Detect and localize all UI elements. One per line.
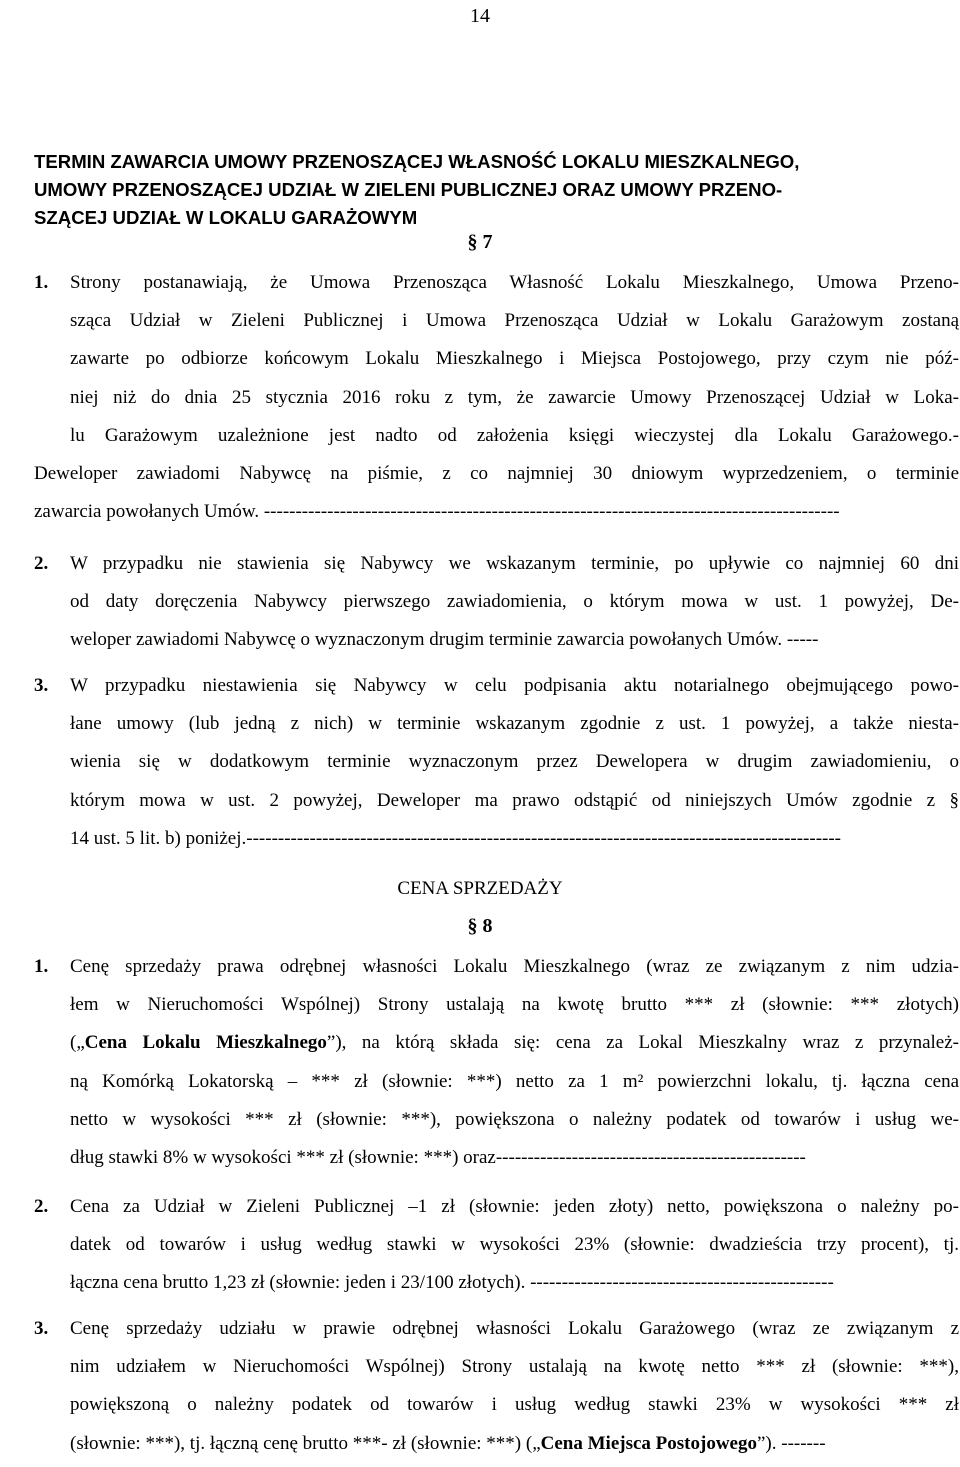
paragraph-line: dług stawki 8% w wysokości *** zł (słownie: ***) oraz------------------------------------------------- [70, 1147, 806, 1169]
defined-term: Cena Miejsca Postojowego [540, 1432, 757, 1454]
paragraph-line: wienia się w dodatkowym terminie wyznaczonym przez Dewelopera w drugim zawiadomieniu, o [70, 751, 959, 773]
section-8-title: CENA SPRZEDAŻY [397, 878, 563, 899]
paragraph-line: sząca Udział w Zieleni Publicznej i Umowa Przenosząca Udział w Lokalu Garażowym zostaną [70, 310, 959, 332]
paragraph-number: 1. [34, 272, 49, 293]
paragraph-line: niej niż do dnia 25 stycznia 2016 roku z tym, że zawarcie Umowy Przenoszącej Udział w Loka- [70, 386, 959, 408]
page-number: 14 [470, 5, 490, 27]
paragraph-line: datek od towarów i usług według stawki w wysokości 23% (słownie: dwadzieścia trzy procent), tj. [70, 1234, 959, 1256]
paragraph-line: od daty doręczenia Nabywcy pierwszego zawiadomienia, o którym mowa w ust. 1 powyżej, De- [70, 591, 959, 613]
paragraph-number: 3. [34, 675, 49, 696]
paragraph-line: zawarte po odbiorze końcowym Lokalu Mieszkalnego i Miejsca Postojowego, przy czym nie póź- [70, 348, 959, 370]
paragraph-line: W przypadku nie stawienia się Nabywcy we wskazanym terminie, po upływie co najmniej 60 dni [70, 553, 959, 574]
paragraph-line: zawarcia powołanych Umów. ------------------------------------------------------------------------------------------- [34, 501, 840, 523]
paragraph-line: nim udziałem w Nieruchomości Wspólnej) Strony ustalają na kwotę netto *** zł (słownie: ***), [70, 1356, 959, 1378]
paragraph-line: łane umowy (lub jedną z nich) w terminie wskazanym zgodnie z ust. 1 powyżej, a także niesta- [70, 713, 959, 735]
paragraph-line: netto w wysokości *** zł (słownie: ***), powiększona o należny podatek od towarów i usług we- [70, 1108, 959, 1130]
section-7-mark: § 7 [467, 231, 493, 253]
paragraph-line: którym mowa w ust. 2 powyżej, Deweloper ma prawo odstąpić od niniejszych Umów zgodnie z § [70, 789, 959, 811]
heading-line-2: UMOWY PRZENOSZĄCEJ UDZIAŁ W ZIELENI PUBLICZNEJ ORAZ UMOWY PRZENO- [34, 179, 783, 200]
paragraph-line: Deweloper zawiadomi Nabywcę na piśmie, z co najmniej 30 dniowym wyprzedzeniem, o terminie [34, 463, 959, 485]
paragraph-7-2 [34, 545, 959, 660]
paragraph-line: Cenę sprzedaży prawa odrębnej własności Lokalu Mieszkalnego (wraz ze związanym z nim udzia- [70, 956, 959, 977]
paragraph-line: Strony postanawiają, że Umowa Przenosząca Własność Lokalu Mieszkalnego, Umowa Przeno- [70, 272, 959, 293]
section-heading [34, 148, 934, 232]
paragraph-line: ną Komórką Lokatorską – *** zł (słownie: ***) netto za 1 m² powierzchni lokalu, tj. łączna cena [70, 1070, 959, 1092]
paragraph-8-2 [34, 1188, 959, 1303]
paragraph-line: Cenę sprzedaży udziału w prawie odrębnej własności Lokalu Garażowego (wraz ze związanym z [70, 1318, 959, 1339]
paragraph-7-3 [34, 667, 959, 858]
paragraph-line: lu Garażowym uzależnione jest nadto od założenia księgi wieczystej dla Lokalu Garażowego.- [70, 424, 959, 446]
paragraph-number: 3. [34, 1318, 49, 1339]
heading-line-1: TERMIN ZAWARCIA UMOWY PRZENOSZĄCEJ WŁASNOŚĆ LOKALU MIESZKALNEGO, [34, 151, 800, 172]
paragraph-7-1 [34, 264, 959, 531]
paragraph-number: 2. [34, 553, 49, 574]
defined-term: Cena Lokalu Mieszkalnego [84, 1032, 327, 1054]
section-8-mark: § 8 [467, 915, 493, 937]
paragraph-8-1 [34, 948, 959, 1177]
paragraph-number: 1. [34, 956, 49, 977]
paragraph-line: powiększoną o należny podatek od towarów i usług według stawki 23% w wysokości *** zł [70, 1394, 959, 1416]
paragraph-line: („Cena Lokalu Mieszkalnego”), na którą składa się: cena za Lokal Mieszkalny wraz z przynależ- [70, 1032, 959, 1054]
paragraph-line: W przypadku niestawienia się Nabywcy w celu podpisania aktu notarialnego obejmującego powo- [70, 675, 959, 696]
paragraph-line: Cena za Udział w Zieleni Publicznej –1 zł (słownie: jeden złoty) netto, powiększona o należny po- [70, 1196, 959, 1217]
paragraph-8-3 [34, 1310, 959, 1463]
paragraph-line: weloper zawiadomi Nabywcę o wyznaczonym drugim terminie zawarcia powołanych Umów. ----- [70, 629, 819, 651]
paragraph-number: 2. [34, 1196, 49, 1217]
paragraph-line: łem w Nieruchomości Wspólnej) Strony ustalają na kwotę brutto *** zł (słownie: *** złotych) [70, 994, 959, 1016]
paragraph-line: 14 ust. 5 lit. b) poniżej.---------------------------------------------------------------------------------------------- [70, 827, 842, 849]
paragraph-line: (słownie: ***), tj. łączną cenę brutto ***- zł (słownie: ***) („Cena Miejsca Postojowego”). ------- [70, 1432, 826, 1454]
paragraph-line: łączna cena brutto 1,23 zł (słownie: jeden i 23/100 złotych). ------------------------------------------------ [70, 1272, 834, 1294]
heading-line-3: SZĄCEJ UDZIAŁ W LOKALU GARAŻOWYM [34, 207, 418, 228]
